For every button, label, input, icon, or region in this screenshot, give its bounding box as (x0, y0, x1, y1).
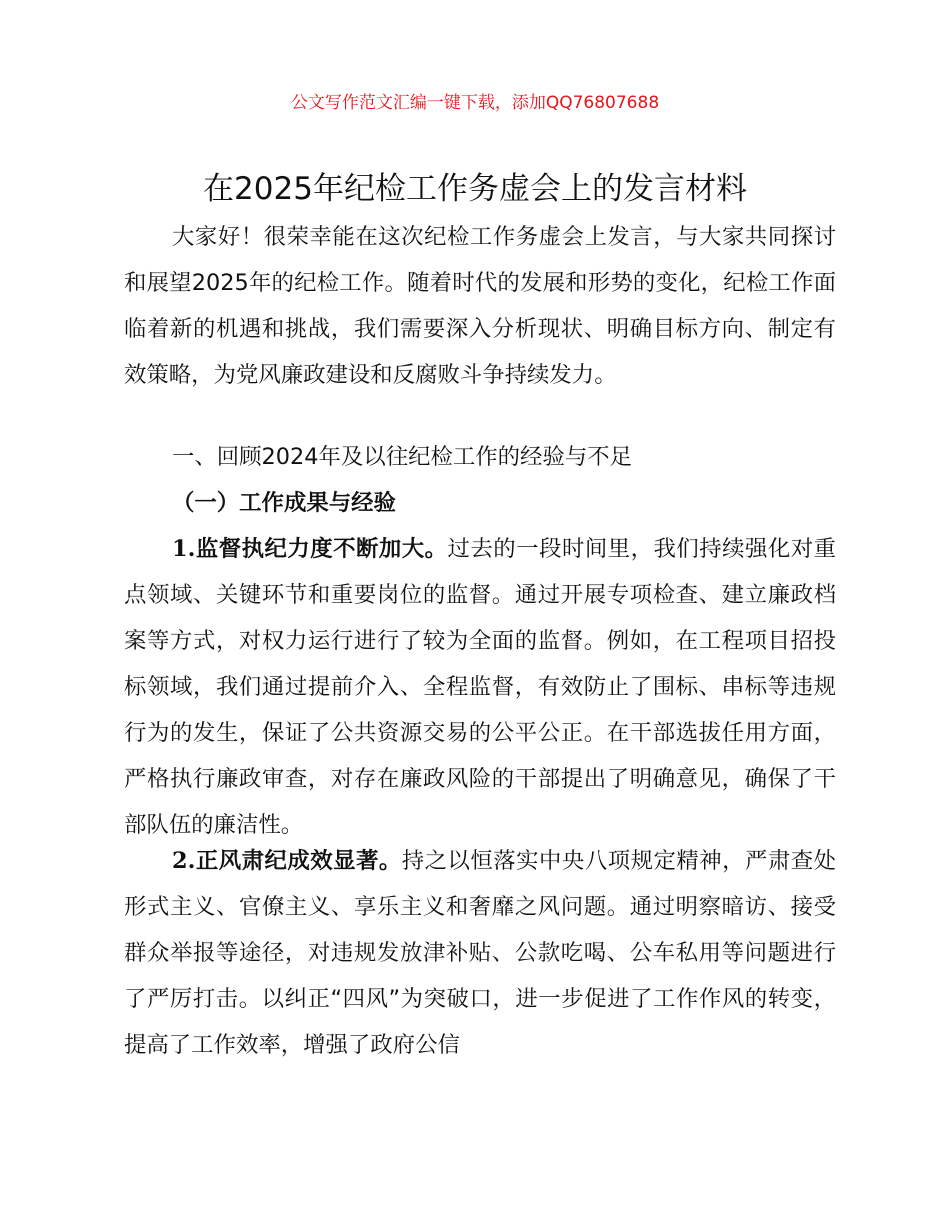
item-2-number: 2. (172, 848, 196, 874)
item-1-paragraph (124, 526, 836, 848)
document-title: 在2025年纪检工作务虚会上的发言材料 (203, 171, 747, 207)
section-heading: 一、回顾2024年及以往纪检工作的经验与不足 (172, 444, 633, 470)
download-banner: 公文写作范文汇编一键下载，添加QQ76807688 (290, 93, 660, 113)
subsection-heading: （一）工作成果与经验 (172, 490, 396, 516)
item-1-text: 过去的一段时间里，我们持续强化对重点领域、关键环节和重要岗位的监督。通过开展专项检查、建立廉政档案等方式，对权力运行进行了较为全面的监督。例如，在工程项目招投标领域，我们通过提前介入、全程监督，有效防止了围标、串标等违规行为的发生，保证了公共资源交易的公平公正。在干部选拔任用方面，严格执行廉政审查，对存在廉政风险的干部提出了明确意见，确保了干部队伍的廉洁性。 (124, 536, 837, 838)
item-2-lead: 正风肃纪成效显著。 (195, 848, 402, 874)
item-2-text: 持之以恒落实中央八项规定精神，严肃查处形式主义、官僚主义、享乐主义和奢靡之风问题。通过明察暗访、接受群众举报等途径，对违规发放津补贴、公款吃喝、公车私用等问题进行了严厉打击。以纠正“四风”为突破口，进一步促进了工作作风的转变，提高了工作效率，增强了政府公信 (124, 848, 837, 1058)
intro-paragraph: 大家好！很荣幸能在这次纪检工作务虚会上发言，与大家共同探讨和展望2025年的纪检工作。随着时代的发展和形势的变化，纪检工作面临着新的机遇和挑战，我们需要深入分析现状、明确目标方向、制定有效策略，为党风廉政建设和反腐败斗争持续发力。 (124, 224, 836, 388)
item-2-paragraph (124, 838, 836, 1068)
item-1-number: 1. (172, 536, 196, 562)
item-1-lead: 监督执纪力度不断加大。 (195, 536, 448, 562)
